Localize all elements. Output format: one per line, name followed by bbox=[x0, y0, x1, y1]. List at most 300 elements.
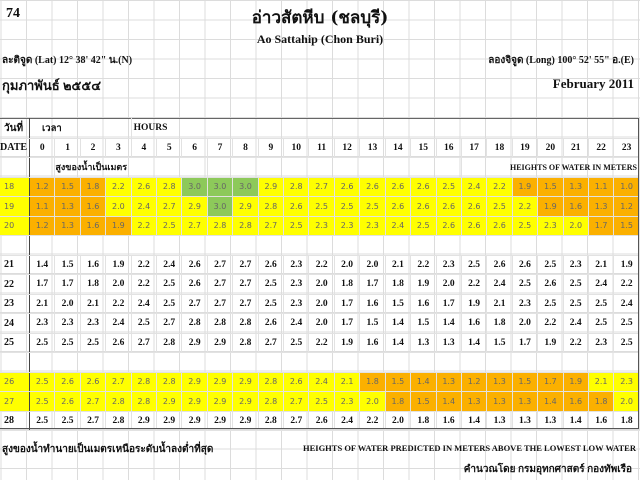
height-cell: 1.6 bbox=[360, 294, 385, 314]
date-cell: 25 bbox=[0, 333, 30, 353]
hour-header: 20 bbox=[538, 138, 563, 158]
height-cell: 2.1 bbox=[588, 372, 613, 392]
height-cell: 2.4 bbox=[563, 314, 588, 334]
height-cell: 2.6 bbox=[182, 255, 207, 275]
height-cell: 2.3 bbox=[563, 255, 588, 275]
height-cell: 2.7 bbox=[207, 294, 232, 314]
height-cell: 2.7 bbox=[207, 275, 232, 295]
blank-cell bbox=[30, 158, 55, 178]
spacer-row bbox=[0, 236, 640, 256]
height-cell: 2.7 bbox=[284, 411, 309, 431]
height-cell: 2.9 bbox=[207, 411, 232, 431]
height-cell: 1.5 bbox=[614, 216, 640, 236]
hour-header: 10 bbox=[284, 138, 309, 158]
height-cell: 1.3 bbox=[55, 216, 80, 236]
height-cell: 2.4 bbox=[588, 275, 613, 295]
height-cell: 2.7 bbox=[309, 177, 334, 197]
height-cell: 2.7 bbox=[182, 216, 207, 236]
time-label-thai: เวลา bbox=[30, 119, 132, 139]
height-cell: 2.8 bbox=[157, 333, 182, 353]
height-cell: 2.5 bbox=[563, 275, 588, 295]
height-cell: 2.3 bbox=[284, 255, 309, 275]
day-row-24 bbox=[0, 314, 640, 334]
height-cell: 2.3 bbox=[538, 216, 563, 236]
date-label-thai: วันที่ bbox=[0, 119, 30, 139]
height-cell: 2.4 bbox=[284, 314, 309, 334]
height-cell: 2.0 bbox=[436, 275, 461, 295]
day-row-18 bbox=[0, 177, 640, 197]
height-cell: 1.5 bbox=[385, 294, 410, 314]
height-cell: 2.0 bbox=[614, 392, 640, 412]
date-cell: 21 bbox=[0, 255, 30, 275]
height-cell: 2.3 bbox=[436, 255, 461, 275]
hour-header: 16 bbox=[436, 138, 461, 158]
height-cell: 2.4 bbox=[487, 275, 512, 295]
height-cell: 1.1 bbox=[588, 177, 613, 197]
latitude: ละติจูด (Lat) 12° 38' 42" น.(N) bbox=[2, 55, 133, 66]
height-cell: 1.3 bbox=[512, 411, 537, 431]
date-cell: 22 bbox=[0, 275, 30, 295]
hour-header: 21 bbox=[563, 138, 588, 158]
height-cell: 1.5 bbox=[411, 314, 436, 334]
height-cell: 2.6 bbox=[411, 197, 436, 217]
height-cell: 2.2 bbox=[131, 255, 156, 275]
height-cell: 2.7 bbox=[233, 294, 258, 314]
height-cell: 2.7 bbox=[80, 411, 105, 431]
hour-header: 3 bbox=[106, 138, 131, 158]
height-cell: 2.9 bbox=[182, 372, 207, 392]
height-cell: 1.6 bbox=[588, 411, 613, 431]
height-cell: 2.7 bbox=[80, 392, 105, 412]
date-cell: 27 bbox=[0, 392, 30, 412]
hour-header: 1 bbox=[55, 138, 80, 158]
height-cell: 2.9 bbox=[131, 411, 156, 431]
height-cell: 2.7 bbox=[157, 314, 182, 334]
height-cell: 1.3 bbox=[436, 333, 461, 353]
day-row-23 bbox=[0, 294, 640, 314]
height-cell: 2.5 bbox=[30, 392, 55, 412]
height-cell: 2.0 bbox=[309, 294, 334, 314]
height-cell: 2.9 bbox=[182, 411, 207, 431]
height-cell: 2.9 bbox=[207, 392, 232, 412]
height-cell: 2.4 bbox=[334, 411, 359, 431]
date-cell: 24 bbox=[0, 314, 30, 334]
height-cell: 2.7 bbox=[258, 333, 283, 353]
height-cell: 1.4 bbox=[563, 411, 588, 431]
height-cell: 2.3 bbox=[30, 314, 55, 334]
height-cell: 2.2 bbox=[360, 411, 385, 431]
height-cell: 2.0 bbox=[563, 216, 588, 236]
height-cell: 1.9 bbox=[563, 372, 588, 392]
height-cell: 2.5 bbox=[157, 294, 182, 314]
height-cell: 2.2 bbox=[411, 255, 436, 275]
height-cell: 2.9 bbox=[207, 333, 232, 353]
height-cell: 2.2 bbox=[309, 255, 334, 275]
height-cell: 2.6 bbox=[436, 216, 461, 236]
height-cell: 2.9 bbox=[233, 197, 258, 217]
hours-label: HOURS bbox=[131, 119, 639, 139]
height-cell: 2.2 bbox=[131, 275, 156, 295]
height-cell: 2.5 bbox=[55, 411, 80, 431]
height-cell: 2.8 bbox=[131, 372, 156, 392]
height-cell: 2.9 bbox=[233, 411, 258, 431]
height-cell: 1.3 bbox=[461, 392, 486, 412]
height-cell: 1.8 bbox=[334, 275, 359, 295]
height-cell: 2.4 bbox=[157, 255, 182, 275]
height-cell: 2.5 bbox=[588, 314, 613, 334]
day-row-19 bbox=[0, 197, 640, 217]
height-cell: 1.5 bbox=[385, 372, 410, 392]
hour-header: 6 bbox=[182, 138, 207, 158]
height-cell: 2.9 bbox=[157, 411, 182, 431]
height-cell: 2.5 bbox=[258, 275, 283, 295]
height-cell: 2.3 bbox=[512, 294, 537, 314]
height-cell: 2.8 bbox=[258, 411, 283, 431]
hour-header: 14 bbox=[385, 138, 410, 158]
height-cell: 2.2 bbox=[512, 197, 537, 217]
day-row-22 bbox=[0, 275, 640, 295]
height-cell: 2.5 bbox=[284, 216, 309, 236]
height-cell: 2.7 bbox=[207, 255, 232, 275]
height-cell: 2.6 bbox=[461, 197, 486, 217]
height-cell: 2.7 bbox=[233, 255, 258, 275]
height-cell: 2.7 bbox=[284, 392, 309, 412]
hour-header: 15 bbox=[411, 138, 436, 158]
height-cell: 1.9 bbox=[538, 197, 563, 217]
date-cell: 18 bbox=[0, 177, 30, 197]
height-cell: 2.6 bbox=[436, 197, 461, 217]
hour-header: 11 bbox=[309, 138, 334, 158]
height-cell: 2.0 bbox=[334, 255, 359, 275]
height-cell: 2.8 bbox=[182, 314, 207, 334]
height-cell: 2.6 bbox=[80, 372, 105, 392]
hour-header: 13 bbox=[360, 138, 385, 158]
height-cell: 2.9 bbox=[182, 392, 207, 412]
height-cell: 1.7 bbox=[538, 372, 563, 392]
height-cell: 3.0 bbox=[182, 177, 207, 197]
height-cell: 1.6 bbox=[563, 197, 588, 217]
height-cell: 2.6 bbox=[487, 255, 512, 275]
height-cell: 1.8 bbox=[588, 392, 613, 412]
height-cell: 1.2 bbox=[614, 197, 640, 217]
height-cell: 2.5 bbox=[563, 294, 588, 314]
height-cell: 1.6 bbox=[80, 197, 105, 217]
date-cell: 26 bbox=[0, 372, 30, 392]
height-cell: 1.3 bbox=[487, 411, 512, 431]
height-cell: 2.5 bbox=[436, 177, 461, 197]
height-cell: 2.5 bbox=[309, 392, 334, 412]
height-cell: 1.3 bbox=[588, 197, 613, 217]
station-title-thai: อ่าวสัตหีบ (ชลบุรี) bbox=[251, 8, 389, 28]
hour-header: 8 bbox=[233, 138, 258, 158]
height-cell: 2.6 bbox=[182, 275, 207, 295]
height-cell: 2.5 bbox=[157, 275, 182, 295]
height-cell: 2.5 bbox=[512, 275, 537, 295]
blank-cell bbox=[0, 353, 30, 373]
height-cell: 2.6 bbox=[284, 197, 309, 217]
height-cell: 2.7 bbox=[131, 333, 156, 353]
height-cell: 1.4 bbox=[436, 314, 461, 334]
height-cell: 1.4 bbox=[30, 255, 55, 275]
height-cell: 2.7 bbox=[233, 275, 258, 295]
height-cell: 1.8 bbox=[614, 411, 640, 431]
height-cell: 1.3 bbox=[411, 333, 436, 353]
height-cell: 2.3 bbox=[55, 314, 80, 334]
height-cell: 2.6 bbox=[55, 372, 80, 392]
longitude: ลองจิจูด (Long) 100° 52' 55" อ.(E) bbox=[488, 55, 634, 66]
day-row-21 bbox=[0, 255, 640, 275]
height-cell: 2.3 bbox=[309, 216, 334, 236]
height-cell: 2.3 bbox=[334, 216, 359, 236]
height-cell: 1.5 bbox=[55, 255, 80, 275]
hour-header: 0 bbox=[30, 138, 55, 158]
height-cell: 1.8 bbox=[411, 411, 436, 431]
height-cell: 2.3 bbox=[80, 314, 105, 334]
height-cell: 2.2 bbox=[614, 275, 640, 295]
height-cell: 2.8 bbox=[157, 372, 182, 392]
blank-cell bbox=[30, 236, 640, 256]
height-cell: 1.9 bbox=[334, 333, 359, 353]
hour-header: 22 bbox=[588, 138, 613, 158]
height-cell: 2.5 bbox=[157, 216, 182, 236]
height-cell: 2.4 bbox=[309, 372, 334, 392]
height-cell: 2.8 bbox=[207, 314, 232, 334]
height-cell: 2.0 bbox=[385, 411, 410, 431]
heights-label-en: HEIGHTS OF WATER IN METERS bbox=[461, 158, 639, 178]
height-cell: 1.3 bbox=[538, 411, 563, 431]
height-cell: 2.1 bbox=[385, 255, 410, 275]
height-cell: 2.2 bbox=[131, 216, 156, 236]
height-cell: 2.5 bbox=[614, 314, 640, 334]
header-row bbox=[0, 119, 640, 139]
height-cell: 2.6 bbox=[309, 411, 334, 431]
height-cell: 1.5 bbox=[360, 314, 385, 334]
height-cell: 2.2 bbox=[538, 314, 563, 334]
hour-header: 18 bbox=[487, 138, 512, 158]
height-cell: 2.5 bbox=[487, 197, 512, 217]
hour-header: 17 bbox=[461, 138, 486, 158]
height-cell: 2.6 bbox=[385, 197, 410, 217]
height-cell: 2.7 bbox=[258, 216, 283, 236]
height-cell: 2.6 bbox=[284, 372, 309, 392]
height-cell: 2.6 bbox=[360, 177, 385, 197]
height-cell: 2.1 bbox=[30, 294, 55, 314]
height-cell: 2.5 bbox=[538, 255, 563, 275]
height-cell: 1.7 bbox=[436, 294, 461, 314]
height-cell: 1.9 bbox=[512, 177, 537, 197]
height-cell: 2.3 bbox=[334, 392, 359, 412]
height-cell: 2.3 bbox=[588, 333, 613, 353]
height-cell: 2.5 bbox=[588, 294, 613, 314]
day-row-20 bbox=[0, 216, 640, 236]
height-cell: 1.9 bbox=[411, 275, 436, 295]
height-cell: 1.8 bbox=[80, 177, 105, 197]
station-title-en: Ao Sattahip (Chon Buri) bbox=[256, 32, 384, 46]
height-cell: 1.7 bbox=[55, 275, 80, 295]
height-cell: 2.8 bbox=[258, 372, 283, 392]
blank-cell bbox=[207, 158, 461, 178]
hour-header: 5 bbox=[157, 138, 182, 158]
date-cell: 23 bbox=[0, 294, 30, 314]
height-cell: 2.5 bbox=[284, 333, 309, 353]
height-cell: 2.3 bbox=[284, 275, 309, 295]
height-cell: 2.6 bbox=[131, 177, 156, 197]
height-cell: 2.8 bbox=[258, 392, 283, 412]
hour-header: 7 bbox=[207, 138, 232, 158]
blank-cell bbox=[0, 158, 30, 178]
height-cell: 2.5 bbox=[360, 197, 385, 217]
height-cell: 2.6 bbox=[512, 255, 537, 275]
height-cell: 2.8 bbox=[131, 392, 156, 412]
height-cell: 1.3 bbox=[512, 392, 537, 412]
height-cell: 2.0 bbox=[55, 294, 80, 314]
height-cell: 1.7 bbox=[334, 314, 359, 334]
height-cell: 2.9 bbox=[233, 392, 258, 412]
height-cell: 2.8 bbox=[284, 177, 309, 197]
hour-header: 4 bbox=[131, 138, 156, 158]
height-cell: 1.6 bbox=[411, 294, 436, 314]
height-cell: 2.8 bbox=[106, 411, 131, 431]
height-cell: 1.3 bbox=[436, 372, 461, 392]
date-label-en: DATE bbox=[0, 138, 30, 158]
height-cell: 1.2 bbox=[461, 372, 486, 392]
height-cell: 2.6 bbox=[487, 216, 512, 236]
height-cell: 1.8 bbox=[80, 275, 105, 295]
hour-header: 19 bbox=[512, 138, 537, 158]
height-cell: 3.0 bbox=[233, 177, 258, 197]
height-cell: 1.3 bbox=[487, 372, 512, 392]
height-cell: 2.8 bbox=[258, 197, 283, 217]
month-thai: กุมภาพันธ์ ๒๕๕๔ bbox=[2, 78, 102, 93]
height-cell: 2.6 bbox=[385, 177, 410, 197]
height-cell: 2.4 bbox=[614, 294, 640, 314]
height-cell: 1.7 bbox=[360, 275, 385, 295]
height-cell: 2.3 bbox=[284, 294, 309, 314]
height-cell: 1.8 bbox=[385, 392, 410, 412]
height-cell: 1.9 bbox=[614, 255, 640, 275]
height-cell: 2.6 bbox=[106, 333, 131, 353]
height-cell: 2.8 bbox=[157, 177, 182, 197]
hour-header: 12 bbox=[334, 138, 359, 158]
height-cell: 1.5 bbox=[512, 372, 537, 392]
day-row-25 bbox=[0, 333, 640, 353]
height-cell: 1.3 bbox=[563, 177, 588, 197]
height-cell: 3.0 bbox=[207, 197, 232, 217]
height-cell: 1.6 bbox=[80, 255, 105, 275]
height-cell: 2.0 bbox=[360, 255, 385, 275]
hours-row bbox=[0, 138, 640, 158]
height-cell: 2.5 bbox=[55, 333, 80, 353]
day-row-27 bbox=[0, 392, 640, 412]
height-cell: 2.1 bbox=[588, 255, 613, 275]
height-cell: 1.7 bbox=[588, 216, 613, 236]
height-cell: 2.0 bbox=[309, 314, 334, 334]
height-cell: 2.5 bbox=[30, 333, 55, 353]
page-number: 74 bbox=[6, 6, 20, 21]
height-cell: 1.9 bbox=[106, 255, 131, 275]
height-cell: 1.5 bbox=[55, 177, 80, 197]
height-cell: 2.5 bbox=[309, 197, 334, 217]
height-cell: 2.8 bbox=[233, 216, 258, 236]
height-cell: 1.4 bbox=[385, 314, 410, 334]
height-cell: 2.4 bbox=[131, 197, 156, 217]
height-cell: 2.9 bbox=[207, 372, 232, 392]
height-cell: 2.9 bbox=[258, 177, 283, 197]
height-cell: 2.5 bbox=[334, 197, 359, 217]
height-cell: 1.9 bbox=[106, 216, 131, 236]
height-cell: 2.4 bbox=[131, 294, 156, 314]
date-cell: 19 bbox=[0, 197, 30, 217]
height-cell: 1.2 bbox=[30, 177, 55, 197]
height-cell: 2.5 bbox=[258, 294, 283, 314]
height-cell: 3.0 bbox=[207, 177, 232, 197]
height-cell: 2.0 bbox=[106, 197, 131, 217]
height-cell: 1.7 bbox=[512, 333, 537, 353]
hour-header: 9 bbox=[258, 138, 283, 158]
height-cell: 1.3 bbox=[55, 197, 80, 217]
height-cell: 2.9 bbox=[182, 333, 207, 353]
height-cell: 2.3 bbox=[360, 216, 385, 236]
height-cell: 2.2 bbox=[106, 177, 131, 197]
tide-table bbox=[0, 118, 640, 431]
height-cell: 2.8 bbox=[106, 392, 131, 412]
height-cell: 1.7 bbox=[30, 275, 55, 295]
month-en: February 2011 bbox=[552, 76, 634, 91]
height-cell: 2.9 bbox=[233, 372, 258, 392]
hour-header: 23 bbox=[614, 138, 640, 158]
height-cell: 2.6 bbox=[461, 216, 486, 236]
height-cell: 1.6 bbox=[436, 411, 461, 431]
heights-label-thai: สูงของน้ำเป็นเมตร bbox=[55, 158, 207, 178]
height-cell: 2.9 bbox=[157, 392, 182, 412]
height-cell: 1.4 bbox=[385, 333, 410, 353]
height-cell: 2.0 bbox=[309, 275, 334, 295]
day-row-26 bbox=[0, 372, 640, 392]
height-cell: 2.8 bbox=[233, 333, 258, 353]
height-cell: 2.4 bbox=[106, 314, 131, 334]
height-cell: 1.8 bbox=[385, 275, 410, 295]
height-cell: 1.4 bbox=[461, 333, 486, 353]
height-cell: 2.2 bbox=[106, 294, 131, 314]
height-cell: 2.6 bbox=[538, 275, 563, 295]
hour-header: 2 bbox=[80, 138, 105, 158]
height-cell: 1.6 bbox=[80, 216, 105, 236]
height-cell: 2.5 bbox=[614, 333, 640, 353]
height-cell: 1.4 bbox=[411, 372, 436, 392]
footer-note-en: HEIGHTS OF WATER PREDICTED IN METERS ABOVE THE LOWEST LOW WATER bbox=[302, 443, 636, 453]
height-cell: 1.4 bbox=[538, 392, 563, 412]
height-cell: 2.1 bbox=[487, 294, 512, 314]
height-cell: 2.5 bbox=[538, 294, 563, 314]
height-cell: 1.2 bbox=[30, 216, 55, 236]
height-cell: 2.1 bbox=[80, 294, 105, 314]
height-cell: 2.7 bbox=[182, 294, 207, 314]
height-cell: 1.1 bbox=[30, 197, 55, 217]
height-cell: 2.8 bbox=[233, 314, 258, 334]
height-cell: 2.5 bbox=[30, 372, 55, 392]
height-cell: 2.2 bbox=[461, 275, 486, 295]
date-cell: 28 bbox=[0, 411, 30, 431]
height-cell: 1.7 bbox=[334, 294, 359, 314]
height-cell: 2.9 bbox=[182, 197, 207, 217]
height-cell: 2.5 bbox=[411, 216, 436, 236]
height-cell: 2.5 bbox=[131, 314, 156, 334]
height-cell: 2.4 bbox=[385, 216, 410, 236]
height-cell: 1.4 bbox=[461, 411, 486, 431]
height-cell: 2.0 bbox=[512, 314, 537, 334]
height-cell: 2.7 bbox=[157, 197, 182, 217]
height-cell: 2.6 bbox=[258, 314, 283, 334]
